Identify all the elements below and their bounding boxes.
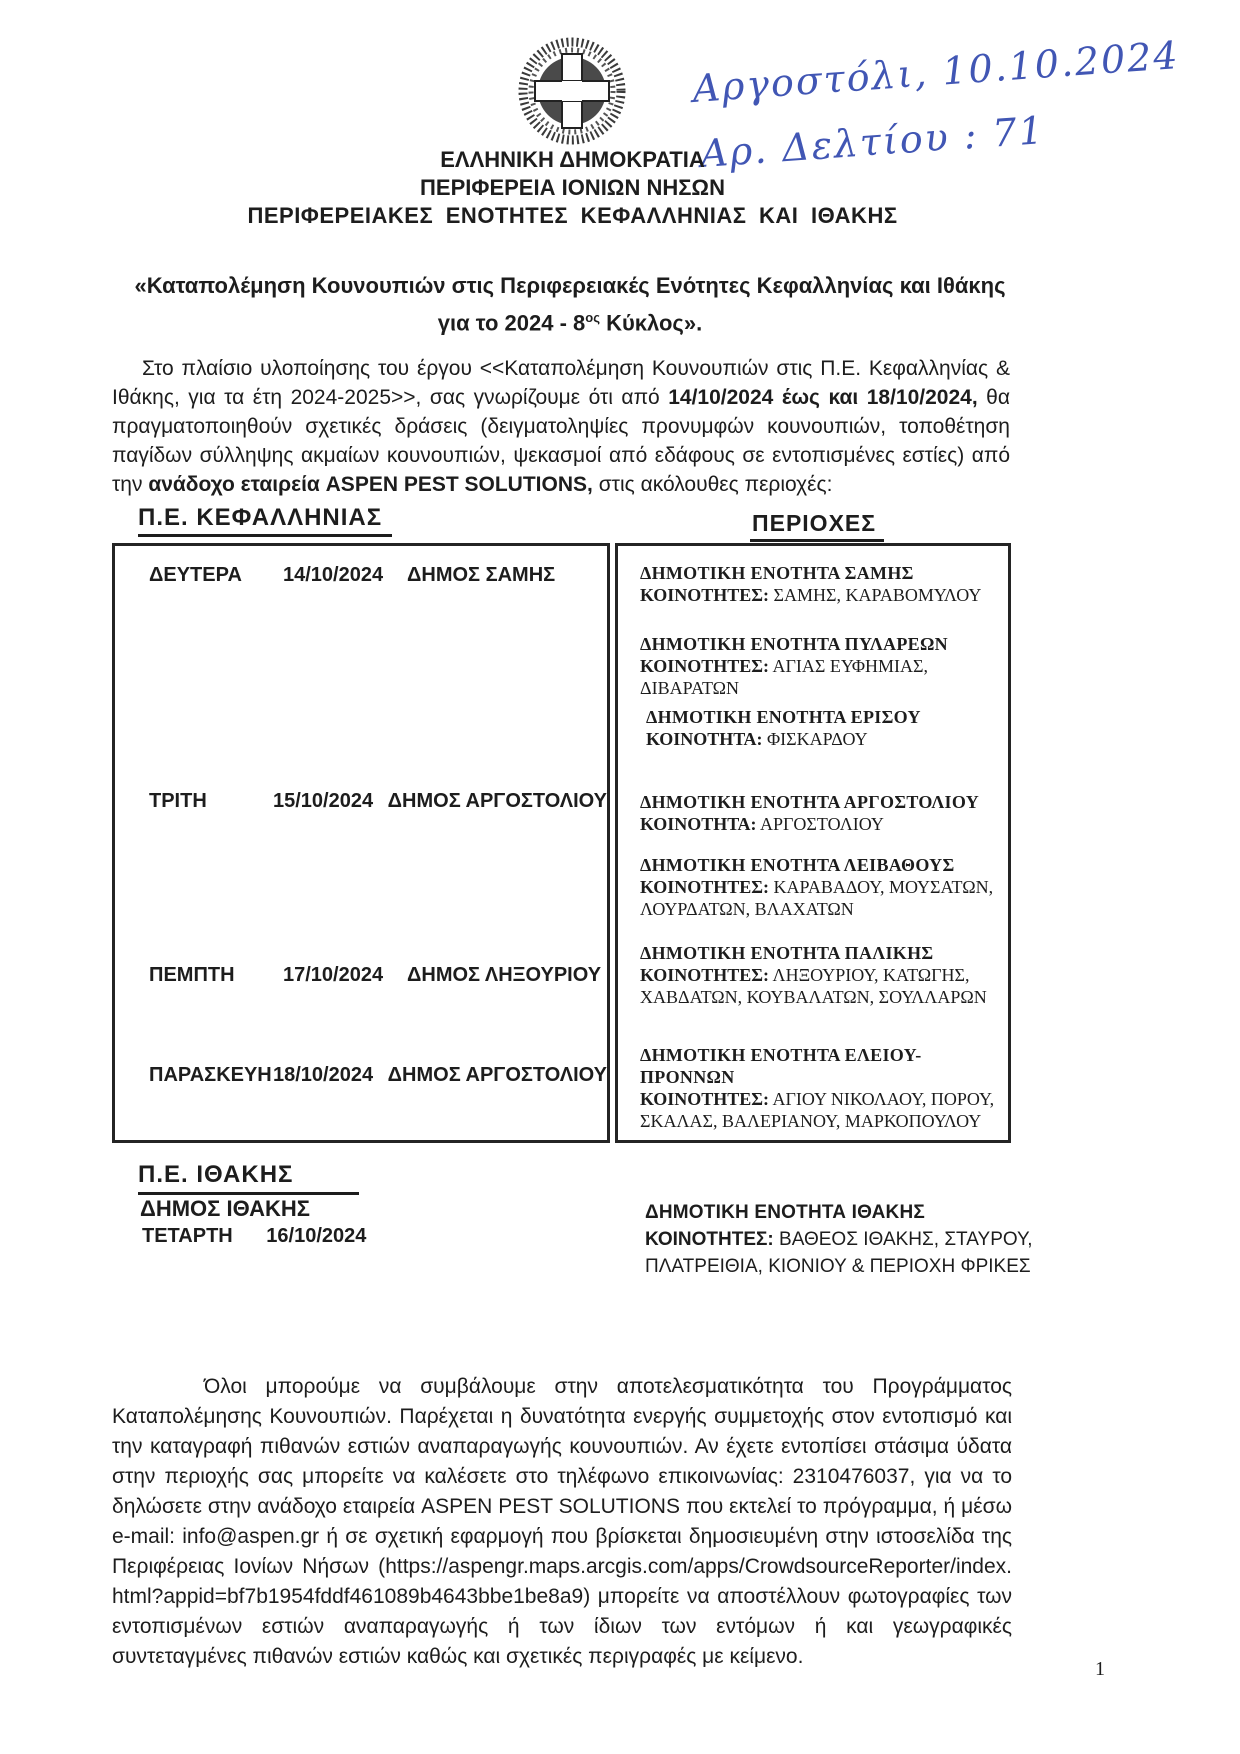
handwritten-date-note: Αργοστόλι, 10.10.2024	[691, 33, 1181, 111]
schedule-municipality: ΔΗΜΟΣ ΛΗΞΟΥΡΙΟΥ	[407, 964, 602, 986]
communities-line: ΚΟΙΝΟΤΗΤΕΣ: ΒΑΘΕΟΣ ΙΘΑΚΗΣ, ΣΤΑΥΡΟΥ, ΠΛΑΤΡΕΙΘΙΑ, ΚΙΟΝΙΟΥ & ΠΕΡΙΟΧΗ ΦΡΙΚΕΣ	[645, 1229, 1033, 1277]
communities-line: ΚΟΙΝΟΤΗΤΕΣ: ΚΑΡΑΒΑΔΟΥ, ΜΟΥΣΑΤΩΝ, ΛΟΥΡΔΑΤΩΝ, ΒΛΑΧΑΤΩΝ	[640, 877, 994, 919]
communities-line: ΚΟΙΝΟΤΗΤΕΣ: ΑΓΙΑΣ ΕΥΦΗΜΙΑΣ, ΔΙΒΑΡΑΤΩΝ	[640, 656, 928, 698]
section-heading-kefallinia: Π.Ε. ΚΕΦΑΛΛΗΝΙΑΣ	[138, 504, 392, 537]
intro-paragraph: Στο πλαίσιο υλοποίησης του έργου <<Καταπολέμηση Κουνουπιών στις Π.Ε. Κεφαλληνίας & Ιθάκης, για τα έτη 2024-2025>>, σας γνωρίζουμε ότι από 14/10/2024 έως και 18/10/2024, θα πραγματοποιηθούν σχετικές δράσεις (δειγματοληψίες προνυμφών κουνουπιών, τοποθέτηση παγίδων σύλληψης ακμαίων κουνουπιών, ψεκασμοί από εδάφους σε εντοπισμένες εστίες) από την ανάδοχο εταιρεία ASPEN PEST SOLUTIONS, στις ακόλουθες περιοχές:	[112, 357, 1010, 496]
schedule-row	[115, 790, 607, 813]
ithaki-schedule-row	[142, 1225, 366, 1248]
schedule-day: ΠΕΜΠΤΗ	[149, 964, 235, 986]
communities-line: ΚΟΙΝΟΤΗΤΕΣ: ΛΗΞΟΥΡΙΟΥ, ΚΑΤΩΓΗΣ, ΧΑΒΔΑΤΩΝ, ΚΟΥΒΑΛΑΤΩΝ, ΣΟΥΛΛΑΡΩΝ	[640, 965, 987, 1007]
area-group	[646, 706, 996, 750]
municipal-unit: ΔΗΜΟΤΙΚΗ ΕΝΟΤΗΤΑ ΠΥΛΑΡΕΩΝ	[640, 634, 948, 654]
schedule-municipality: ΔΗΜΟΣ ΣΑΜΗΣ	[407, 564, 556, 586]
document-title-line2: για το $2024 - 8^{o\varsigma}$ Κύκλος».	[437, 310, 703, 336]
schedule-municipality: ΔΗΜΟΣ ΑΡΓΟΣΤΟΛΙΟΥ	[387, 790, 607, 812]
handwritten-protocol-note: Αρ. Δελτίου : 71	[698, 108, 1047, 176]
municipal-unit: ΔΗΜΟΤΙΚΗ ΕΝΟΤΗΤΑ ΛΕΙΒΑΘΟΥΣ	[640, 855, 955, 875]
schedule-column	[112, 543, 610, 1143]
greek-coat-of-arms-icon	[515, 36, 630, 146]
document-title	[60, 270, 1080, 339]
letterhead	[0, 146, 1145, 230]
communities-line: ΚΟΙΝΟΤΗΤΑ: ΑΡΓΟΣΤΟΛΙΟΥ	[640, 814, 884, 834]
schedule-municipality: ΔΗΜΟΣ ΑΡΓΟΣΤΟΛΙΟΥ	[387, 1064, 607, 1086]
schedule-row	[115, 564, 607, 587]
area-group	[640, 942, 996, 1008]
schedule-table	[112, 543, 1014, 1143]
letterhead-line-republic: ΕΛΛΗΝΙΚΗ ΔΗΜΟΚΡΑΤΙΑ	[440, 147, 705, 172]
schedule-day: ΠΑΡΑΣΚΕΥΗ	[149, 1064, 272, 1086]
schedule-date: 15/10/2024	[272, 790, 374, 812]
date-range-bold: 14/10/2024 έως και 18/10/2024,	[668, 386, 978, 409]
schedule-row	[115, 1064, 607, 1087]
area-group	[640, 562, 996, 606]
closing-paragraph: Όλοι μπορούμε να συμβάλουμε στην αποτελεσματικότητα του Προγράμματος Καταπολέμησης Κουνουπιών. Παρέχεται η δυνατότητα ενεργής συμμετοχής στον εντοπισμό και την καταγραφή πιθανών εστιών αναπαραγωγής κουνουπιών. Αν έχετε εντοπίσει στάσιμα ύδατα στην περιοχής σας μπορείτε να καλέσετε στο τηλέφωνο επικοινωνίας: 2310476037, για να το δηλώσετε στην ανάδοχο εταιρεία ASPEN PEST SOLUTIONS που εκτελεί το πρόγραμμα, ή μέσω e-mail: info@aspen.gr ή σε σχετική εφαρμογή που βρίσκεται δημοσιευμένη στην ιστοσελίδα της Περιφέρειας Ιονίων Νήσων (https://aspengr.maps.arcgis.com/apps/CrowdsourceReporter/index.html?appid=bf7b1954fddf461089b4643bbe1be8a9) μπορείτε να αποστέλλουν φωτογραφίες των εντοπισμένων εστιών αναπαραγωγής ή των ίδιων των εντόμων ή και γεωγραφικές συντεταγμένες πιθανών εστιών καθώς και σχετικές περιγραφές με κείμενο.	[112, 1375, 1012, 1668]
schedule-day: ΤΕΤΑΡΤΗ	[142, 1225, 233, 1247]
ithaki-area-group	[645, 1199, 1075, 1280]
schedule-date: 18/10/2024	[272, 1064, 374, 1086]
area-group	[640, 854, 996, 920]
ithaki-municipality: ΔΗΜΟΣ ΙΘΑΚΗΣ	[140, 1196, 310, 1221]
schedule-date: 16/10/2024	[266, 1225, 367, 1247]
section-heading-areas: ΠΕΡΙΟΧΕΣ	[750, 510, 884, 542]
schedule-day: ΤΡΙΤΗ	[149, 790, 207, 812]
letterhead-line-units: ΠΕΡΙΦΕΡΕΙΑΚΕΣ ΕΝΟΤΗΤΕΣ ΚΕΦΑΛΛΗΝΙΑΣ ΚΑΙ ΙΘΑΚΗΣ	[247, 203, 898, 228]
schedule-row	[115, 964, 607, 987]
municipal-unit: ΔΗΜΟΤΙΚΗ ΕΝΟΤΗΤΑ ΠΑΛΙΚΗΣ	[640, 943, 934, 963]
areas-column	[615, 543, 1011, 1143]
area-group	[640, 791, 996, 835]
schedule-date: 14/10/2024	[283, 564, 384, 586]
section-heading-ithaki: Π.Ε. ΙΘΑΚΗΣ	[138, 1161, 359, 1195]
ordinal-superscript: ος	[585, 310, 600, 325]
area-group	[640, 633, 996, 699]
municipal-unit: ΔΗΜΟΤΙΚΗ ΕΝΟΤΗΤΑ ΣΑΜΗΣ	[640, 563, 914, 583]
communities-line: ΚΟΙΝΟΤΗΤΕΣ: ΣΑΜΗΣ, ΚΑΡΑΒΟΜΥΛΟΥ	[640, 585, 982, 605]
schedule-day: ΔΕΥΤΕΡΑ	[149, 564, 242, 586]
document-title-line1: «Καταπολέμηση Κουνουπιών στις Περιφερειακές Ενότητες Κεφαλληνίας και Ιθάκης	[134, 273, 1006, 298]
reporting-app-url: https://aspengr.maps.arcgis.com/apps/CrowdsourceReporter/index.html?appid=bf7b1954fddf461089b4643bbe1be8a9	[112, 1555, 1012, 1608]
contractor-bold: ανάδοχο εταιρεία ASPEN PEST SOLUTIONS,	[148, 473, 593, 496]
schedule-date: 17/10/2024	[283, 964, 384, 986]
letterhead-line-region: ΠΕΡΙΦΕΡΕΙΑ ΙΟΝΙΩΝ ΝΗΣΩΝ	[420, 175, 725, 200]
municipal-unit: ΔΗΜΟΤΙΚΗ ΕΝΟΤΗΤΑ ΕΛΕΙΟΥ-ΠΡΟΝΝΩΝ	[640, 1045, 922, 1087]
communities-line: ΚΟΙΝΟΤΗΤΕΣ: ΑΓΙΟΥ ΝΙΚΟΛΑΟΥ, ΠΟΡΟΥ, ΣΚΑΛΑΣ, ΒΑΛΕΡΙΑΝΟΥ, ΜΑΡΚΟΠΟΥΛΟΥ	[640, 1089, 995, 1131]
communities-line: ΚΟΙΝΟΤΗΤΑ: ΦΙΣΚΑΡΔΟΥ	[646, 729, 868, 749]
municipal-unit: ΔΗΜΟΤΙΚΗ ΕΝΟΤΗΤΑ ΙΘΑΚΗΣ	[645, 1202, 925, 1223]
municipal-unit: ΔΗΜΟΤΙΚΗ ΕΝΟΤΗΤΑ ΑΡΓΟΣΤΟΛΙΟΥ	[640, 792, 979, 812]
municipal-unit: ΔΗΜΟΤΙΚΗ ΕΝΟΤΗΤΑ ΕΡΙΣΟΥ	[646, 707, 921, 727]
page-number: 1	[1095, 1658, 1105, 1680]
area-group	[640, 1044, 996, 1132]
